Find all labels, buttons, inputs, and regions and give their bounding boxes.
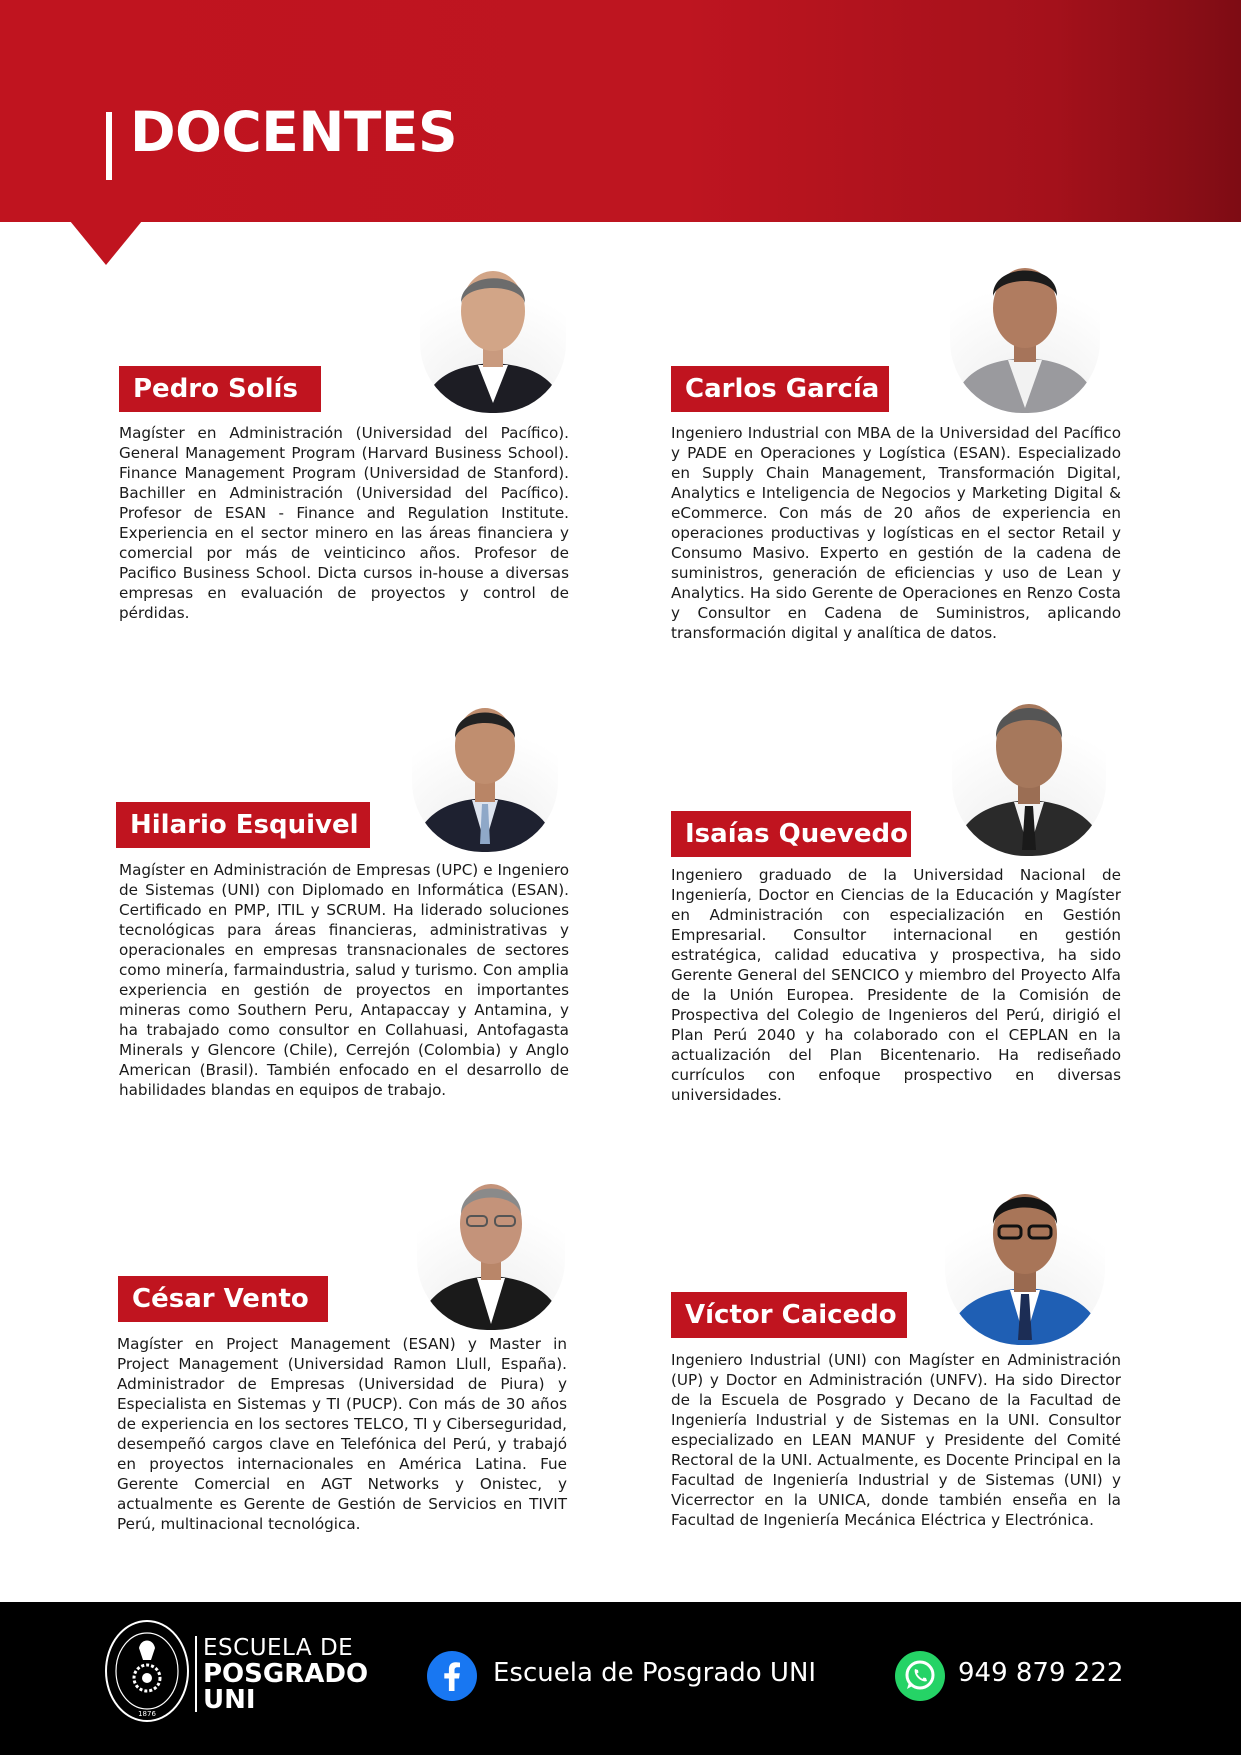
person-photo-icon <box>950 248 1100 413</box>
facebook-icon[interactable] <box>427 1651 477 1701</box>
teacher-photo <box>952 686 1106 856</box>
logo-text-line3: UNI <box>203 1685 256 1715</box>
whatsapp-icon[interactable] <box>895 1651 945 1701</box>
teacher-bio: Ingeniero graduado de la Universidad Nacional de Ingeniería, Doctor en Ciencias de la Educación y Magíster en Administración con especialización en Gestión Empresarial. Consultor internacional en gestión estratégica, calidad educativa y prospectiva, ha sido Gerente General del SENCICO y miembro del Proyecto Alfa de la Unión Europea. Presidente de la Comisión de Prospectiva del Colegio de Ingenieros del Perú, dirigió el Plan Perú 2040 y ha colaborado con el CEPLAN en la actualización del Plan Bicentenario. Ha rediseñado currículos con enfoque prospectivo en diversas universidades. <box>671 866 1121 1104</box>
teacher-bio: Ingeniero Industrial con MBA de la Universidad del Pacífico y PADE en Operaciones y Logística (ESAN). Especializado en Supply Chain Management, Transformación Digital, Analytics e Inteligencia de Negocios y Marketing Digital & eCommerce. Con más de 20 años de experiencia en operaciones productivas y logísticas en el sector Retail y Consumo Masivo. Experto en gestión de la cadena de suministros, generación de eficiencias y uso de Lean y Analytics. Ha sido Gerente de Operaciones en Renzo Costa y Consultor en Cadena de Suministros, aplicando transformación digital y analítica de datos. <box>671 424 1121 642</box>
whatsapp-phone-number[interactable]: 949 879 222 <box>958 1658 1124 1688</box>
teacher-name: César Vento <box>118 1276 328 1322</box>
page-title: DOCENTES <box>130 100 458 164</box>
person-photo-icon <box>417 1170 565 1330</box>
teacher-bio: Magíster en Administración (Universidad del Pacífico). General Management Program (Harvard Business School). Finance Management Program (Universidad de Stanford). Bachiller en Administración (Universidad del Pacífico). Profesor de ESAN - Finance and Regulation Institute. Experiencia en el sector minero en las áreas financiera y comercial por más de veinticinco años. Profesor de Pacifico Business School. Dicta cursos in-house a diversas empresas en evaluación de proyectos y control de pérdidas. <box>119 424 569 622</box>
logo-text-line2: POSGRADO <box>203 1659 369 1689</box>
teacher-name: Víctor Caicedo <box>671 1292 907 1338</box>
teacher-bio: Magíster en Project Management (ESAN) y Master in Project Management (Universidad Ramon Llull, España). Administrador de Empresas (Universidad de Piura) y Especialista en Sistemas y TI (PUCP). Con más de 30 años de experiencia en los sectores TELCO, TI y Ciberseguridad, desempeñó cargos clave en Telefónica del Perú, y trabajó en proyectos internacionales en América Latina. Fue Gerente Comercial en AGT Networks y Onistec, y actualmente es Gerente de Gestión de Servicios en TIVIT Perú, multinacional tecnológica. <box>117 1335 567 1533</box>
person-photo-icon <box>412 694 558 852</box>
teacher-photo <box>417 1170 565 1330</box>
svg-text:1876: 1876 <box>138 1710 156 1718</box>
teacher-name: Pedro Solís <box>119 366 321 412</box>
title-accent-bar <box>106 112 112 180</box>
facebook-page-link[interactable]: Escuela de Posgrado UNI <box>493 1658 817 1688</box>
logo-divider <box>195 1636 197 1712</box>
teacher-bio: Ingeniero Industrial (UNI) con Magíster en Administración (UP) y Doctor en Administración (UNFV). Ha sido Director de la Escuela de Posgrado y Decano de la Facultad de Ingeniería Industrial y de Sistemas en la UNI. Consultor especializado en LEAN MANUF y Presidente del Comité Rectoral de la UNI. Actualmente, es Docente Principal en la Facultad de Ingeniería Industrial y de Sistemas (UNI) y Vicerrector en la UNICA, donde también enseña en la Facultad de Ingeniería Mecánica Eléctrica y Electrónica. <box>671 1351 1121 1529</box>
university-seal-icon <box>103 1618 191 1724</box>
teacher-photo <box>420 253 566 413</box>
teacher-bio: Magíster en Administración de Empresas (UPC) e Ingeniero de Sistemas (UNI) con Diplomado en Informática (ESAN). Certificado en PMP, ITIL y SCRUM. Ha liderado soluciones tecnológicas para áreas financieras, administrativas y operacionales en empresas transnacionales de sectores como minería, farmaindustria, salud y turismo. Con amplia experiencia en gestión de proyectos en importantes mineras como Southern Peru, Antapaccay y Antamina, y ha trabajado como consultor en Collahuasi, Antofagasta Minerals y Glencore (Chile), Cerrejón (Colombia) y Anglo American (Brasil). También enfocado en el desarrollo de habilidades blandas en equipos de trabajo. <box>119 861 569 1099</box>
person-photo-icon <box>952 686 1106 856</box>
teacher-name: Hilario Esquivel <box>116 802 370 848</box>
teacher-name: Isaías Quevedo <box>671 811 911 857</box>
person-photo-icon <box>945 1180 1105 1345</box>
teacher-name: Carlos García <box>671 366 889 412</box>
header-notch <box>70 221 142 265</box>
teacher-photo <box>945 1180 1105 1345</box>
teacher-photo <box>412 694 558 852</box>
logo-text-line1: ESCUELA DE <box>203 1635 354 1661</box>
person-photo-icon <box>420 253 566 413</box>
teacher-photo <box>950 248 1100 413</box>
